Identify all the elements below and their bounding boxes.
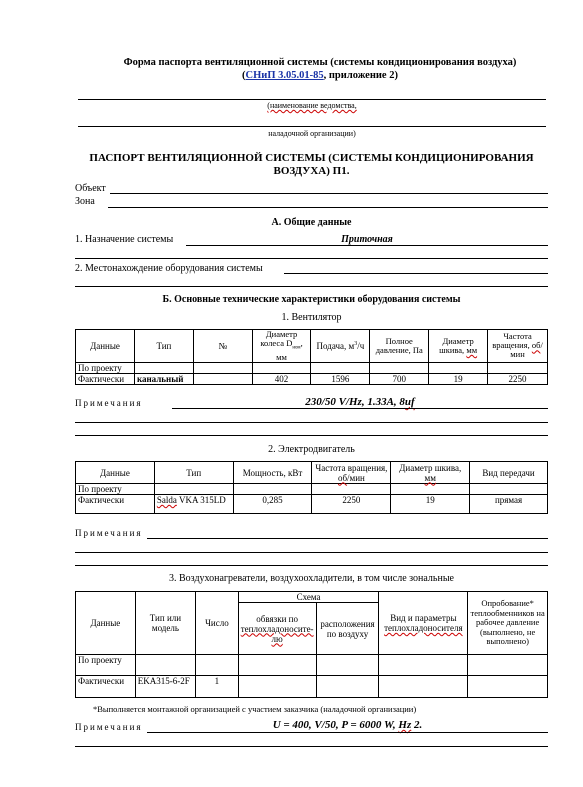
- fan-table: [75, 329, 548, 385]
- fan-header-pressure: Полное давление, Па: [370, 330, 429, 363]
- motor-header-pulley: Диаметр шкива, мм: [391, 462, 470, 484]
- heaters-notes-label: Примечания: [75, 722, 143, 732]
- motor-notes-line-2[interactable]: [75, 552, 548, 553]
- fan-header-num: №: [193, 330, 252, 363]
- ref-open: (: [242, 70, 246, 81]
- cell-pressure[interactable]: [370, 362, 429, 373]
- cell-position[interactable]: [316, 676, 379, 698]
- table-row: [76, 362, 548, 373]
- zone-line[interactable]: [108, 207, 548, 208]
- motor-notes-label: Примечания: [75, 528, 143, 538]
- row-label: По проекту: [76, 655, 136, 676]
- object-line[interactable]: [110, 193, 548, 194]
- cell-power[interactable]: [233, 484, 312, 495]
- purpose-value: Приточная: [341, 234, 393, 245]
- motor-title: 2. Электродвигатель: [268, 444, 355, 455]
- location-label: 2. Местонахождение оборудования системы: [75, 263, 263, 274]
- heaters-header-piping: обвязки по теплохладоносите-лю: [238, 603, 316, 655]
- heaters-header-data: Данные: [76, 592, 136, 655]
- fan-header-speed: Частота вращения, об/мин: [488, 330, 548, 363]
- fan-notes-label: Примечания: [75, 398, 143, 408]
- cell-pulley[interactable]: 19: [391, 495, 470, 514]
- zone-label: Зона: [75, 196, 95, 207]
- org-line-1: [78, 99, 546, 100]
- heaters-header-position: расположения по воздуху: [316, 603, 379, 655]
- cell-type[interactable]: Salda VKA 315LD: [154, 495, 233, 514]
- object-label: Объект: [75, 183, 106, 194]
- section-b-title: Б. Основные технические характеристики оборудования системы: [162, 294, 461, 305]
- org-caption-2: наладочной организации): [268, 129, 356, 138]
- cell-speed[interactable]: 2250: [488, 373, 548, 384]
- location-line-2[interactable]: [75, 286, 548, 287]
- table-row: [76, 373, 548, 384]
- table-row: [76, 655, 548, 676]
- fan-notes-line-2[interactable]: [75, 422, 548, 423]
- form-title: Форма паспорта вентиляционной системы (системы кондиционирования воздуха): [123, 57, 517, 68]
- fan-header-type: Тип: [134, 330, 193, 363]
- cell-count[interactable]: [196, 655, 239, 676]
- cell-test[interactable]: [468, 676, 548, 698]
- cell-type[interactable]: [154, 484, 233, 495]
- purpose-line[interactable]: [186, 245, 548, 246]
- heaters-footnote: *Выполняется монтажной организацией с участием заказчика (наладочной организации): [93, 704, 417, 714]
- cell-test[interactable]: [468, 655, 548, 676]
- motor-header-data: Данные: [76, 462, 155, 484]
- fan-header-pulley: Диаметр шкива, мм: [429, 330, 488, 363]
- org-caption-1: (наименование ведомства,: [267, 101, 357, 110]
- heaters-header-type: Тип или модель: [135, 592, 195, 655]
- heaters-table: [75, 591, 548, 698]
- cell-drive[interactable]: прямая: [470, 495, 548, 514]
- cell-diameter[interactable]: [252, 362, 311, 373]
- heaters-header-test: Опробование* теплообменников на рабочее давление (выполнено, не выполнено): [468, 592, 548, 655]
- heaters-notes-line-2[interactable]: [75, 746, 548, 747]
- table-row: [76, 495, 548, 514]
- cell-pulley[interactable]: [391, 484, 470, 495]
- row-label: Фактически: [76, 373, 135, 384]
- cell-count[interactable]: 1: [196, 676, 239, 698]
- cell-drive[interactable]: [470, 484, 548, 495]
- ref-rest: , приложение 2): [323, 70, 398, 81]
- fan-notes-line-1[interactable]: [172, 408, 548, 409]
- fan-header-data: Данные: [76, 330, 135, 363]
- snip-link[interactable]: СНиП 3.05.01-85: [245, 70, 324, 81]
- cell-kind[interactable]: [379, 655, 468, 676]
- row-label: Фактически: [76, 676, 136, 698]
- row-label: Фактически: [76, 495, 155, 514]
- table-row: [76, 484, 548, 495]
- fan-header-diameter: Диаметр колеса $D_{ном}$, мм: [252, 330, 311, 363]
- motor-header-speed: Частота вращения, об/мин: [312, 462, 391, 484]
- cell-type[interactable]: EKA315-6-2F: [135, 676, 195, 698]
- section-a-title: А. Общие данные: [271, 217, 352, 228]
- row-label: По проекту: [76, 484, 155, 495]
- cell-flow[interactable]: [311, 362, 370, 373]
- location-line[interactable]: [284, 273, 548, 274]
- heaters-notes-line-1[interactable]: [147, 732, 548, 733]
- cell-kind[interactable]: [379, 676, 468, 698]
- motor-notes-line-3[interactable]: [75, 565, 548, 566]
- heaters-notes-value: U = 400, V/50, P = 6000 W, Hz 2.: [272, 719, 423, 731]
- fan-header-flow: Подача, $м^3/ч$: [311, 330, 370, 363]
- cell-type[interactable]: [135, 655, 195, 676]
- motor-header-drive: Вид передачи: [470, 462, 548, 484]
- cell-piping[interactable]: [238, 655, 316, 676]
- cell-flow[interactable]: 1596: [311, 373, 370, 384]
- org-line-2: [78, 126, 546, 127]
- cell-pressure[interactable]: 700: [370, 373, 429, 384]
- heaters-header-count: Число: [196, 592, 239, 655]
- motor-header-power: Мощность, кВт: [233, 462, 312, 484]
- cell-speed[interactable]: [488, 362, 548, 373]
- cell-pulley[interactable]: [429, 362, 488, 373]
- fan-notes-line-3[interactable]: [75, 435, 548, 436]
- cell-diameter[interactable]: 402: [252, 373, 311, 384]
- purpose-label: 1. Назначение системы: [75, 234, 174, 245]
- cell-power[interactable]: 0,285: [233, 495, 312, 514]
- heaters-header-scheme: Схема: [238, 592, 379, 603]
- cell-pulley[interactable]: 19: [429, 373, 488, 384]
- passport-title: ПАСПОРТ ВЕНТИЛЯЦИОННОЙ СИСТЕМЫ (СИСТЕМЫ КОНДИЦИОНИРОВАНИЯ ВОЗДУХА) П1.: [89, 152, 534, 177]
- form-reference: [70, 70, 570, 81]
- motor-table: [75, 461, 548, 514]
- cell-speed[interactable]: 2250: [312, 495, 391, 514]
- cell-num[interactable]: [193, 362, 252, 373]
- purpose-line-2[interactable]: [75, 258, 548, 259]
- fan-notes-value: 230/50 V/Hz, 1.33А, 8uf: [305, 396, 415, 408]
- motor-header-type: Тип: [154, 462, 233, 484]
- cell-piping[interactable]: [238, 676, 316, 698]
- cell-speed[interactable]: [312, 484, 391, 495]
- table-row: [76, 676, 548, 698]
- cell-position[interactable]: [316, 655, 379, 676]
- fan-title: 1. Вентилятор: [281, 312, 342, 323]
- cell-type[interactable]: канальный: [134, 373, 193, 384]
- cell-type[interactable]: [134, 362, 193, 373]
- cell-num[interactable]: [193, 373, 252, 384]
- heaters-header-kind: Вид и параметры теплохладоносителя: [379, 592, 468, 655]
- heaters-title: 3. Воздухонагреватели, воздухоохладители, в том числе зональные: [169, 573, 454, 584]
- row-label: По проекту: [76, 362, 135, 373]
- motor-notes-line-1[interactable]: [147, 538, 548, 539]
